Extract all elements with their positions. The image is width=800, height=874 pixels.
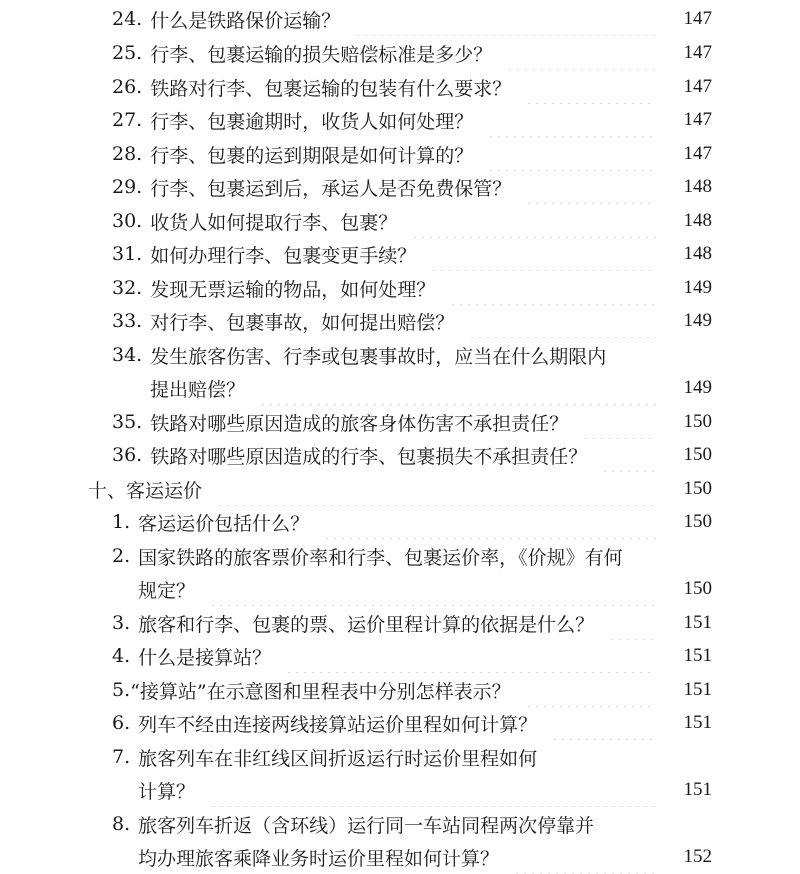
entry-title: 行李、包裹运输的损失赔偿标准是多少？ (150, 43, 493, 66)
dot-leader (551, 706, 656, 740)
toc-entry (112, 606, 712, 640)
dot-leader (411, 204, 656, 238)
entry-number: 26. (112, 76, 143, 98)
entry-number: 4. (112, 645, 131, 667)
entry-number: 6. (112, 712, 131, 734)
toc-entry (112, 438, 712, 472)
dot-leader (525, 170, 656, 204)
entry-title: 行李、包裹运到后，承运人是否免费保管？ (150, 177, 512, 200)
toc-entry (112, 304, 712, 338)
dot-leader (430, 237, 656, 271)
entry-number: 32. (112, 277, 143, 299)
toc-entry (112, 137, 712, 171)
page-number: 151 (683, 679, 712, 700)
toc-entry (112, 338, 712, 372)
entry-title: 收货人如何提取行李、包裹？ (150, 211, 398, 234)
page-number: 147 (683, 143, 712, 164)
page-number: 149 (683, 277, 712, 298)
dot-leader (582, 405, 656, 439)
toc-entry-continuation (138, 773, 712, 807)
dot-leader (601, 438, 656, 472)
dot-leader (216, 472, 656, 506)
toc-entry (112, 2, 712, 36)
entry-title: 对行李、包裹事故，如何提出赔偿？ (150, 311, 455, 334)
entry-number: 8. (112, 813, 131, 835)
dot-leader (525, 673, 656, 707)
entry-number: 36. (112, 444, 143, 466)
toc-entry (112, 271, 712, 305)
dot-leader (209, 773, 656, 807)
page-number: 147 (683, 76, 712, 97)
entry-number: 34. (112, 344, 143, 366)
page-number: 150 (683, 444, 712, 465)
page-number: 149 (683, 310, 712, 331)
toc-entry (112, 539, 712, 573)
entry-number: 30. (112, 210, 143, 232)
entry-number: 5. (112, 679, 131, 701)
dot-leader (487, 137, 656, 171)
toc-entry (112, 170, 712, 204)
page-number: 152 (683, 846, 712, 867)
dot-leader (449, 271, 656, 305)
page-number: 151 (683, 645, 712, 666)
page-number: 147 (683, 8, 712, 29)
toc-entry-continuation (138, 572, 712, 606)
toc-entry (112, 673, 712, 707)
page-number: 150 (683, 511, 712, 532)
toc-entry (112, 405, 712, 439)
page-number: 151 (683, 779, 712, 800)
entry-title: 铁路对哪些原因造成的旅客身体伤害不承担责任？ (150, 412, 569, 435)
toc-entry (112, 740, 712, 774)
toc-entry (112, 639, 712, 673)
entry-title: 国家铁路的旅客票价率和行李、包裹运价率，《价规》有何 (138, 546, 623, 569)
page-number: 150 (683, 578, 712, 599)
entry-number: 27. (112, 109, 143, 131)
entry-title: 提出赔偿？ (150, 378, 246, 401)
dot-leader (209, 572, 656, 606)
page-number: 150 (683, 478, 712, 499)
page-number: 149 (683, 377, 712, 398)
page-number: 148 (683, 176, 712, 197)
toc-entry (112, 204, 712, 238)
entry-title: 旅客和行李、包裹的票、运价里程计算的依据是什么？ (138, 613, 595, 636)
entry-title: “接算站”在示意图和里程表中分别怎样表示？ (130, 680, 511, 703)
entry-title: 什么是接算站？ (138, 646, 272, 669)
toc-entry-continuation (138, 840, 712, 874)
entry-number: 29. (112, 176, 143, 198)
dot-leader (608, 606, 656, 640)
page-number: 151 (683, 712, 712, 733)
toc-entry (112, 237, 712, 271)
dot-leader (487, 103, 656, 137)
entry-title: 列车不经由连接两线接算站运价里程如何计算？ (138, 713, 538, 736)
section-number: 十、 (88, 479, 127, 502)
page-number: 147 (683, 109, 712, 130)
entry-title: 旅客列车在非红线区间折返运行时运价里程如何 (138, 747, 538, 770)
entry-number: 24. (112, 8, 143, 30)
entry-title: 计算？ (138, 780, 196, 803)
dot-leader (259, 371, 656, 405)
entry-title: 行李、包裹逾期时，收货人如何处理？ (150, 110, 474, 133)
entry-title: 如何办理行李、包裹变更手续？ (150, 244, 417, 267)
entry-title: 铁路对哪些原因造成的行李、包裹损失不承担责任？ (150, 445, 588, 468)
entry-number: 2. (112, 545, 131, 567)
section-title: 客运运价 (126, 479, 203, 502)
entry-title: 什么是铁路保价运输？ (150, 9, 341, 32)
entry-title: 发生旅客伤害、行李或包裹事故时，应当在什么期限内 (150, 345, 607, 368)
entry-number: 7. (112, 746, 131, 768)
entry-number: 28. (112, 143, 143, 165)
dot-leader (468, 304, 656, 338)
toc-section-heading (88, 472, 712, 506)
dot-leader (525, 70, 656, 104)
dot-leader (323, 505, 656, 539)
entry-number: 33. (112, 310, 143, 332)
entry-title: 客运运价包括什么？ (138, 512, 310, 535)
toc-entry (112, 505, 712, 539)
toc-entry (112, 807, 712, 841)
dot-leader (506, 36, 656, 70)
page-number: 148 (683, 243, 712, 264)
toc-entry (112, 36, 712, 70)
toc-entry-continuation (150, 371, 712, 405)
entry-title: 规定？ (138, 579, 196, 602)
entry-number: 25. (112, 42, 143, 64)
entry-title: 发现无票运输的物品，如何处理？ (150, 278, 436, 301)
entry-number: 35. (112, 411, 143, 433)
entry-number: 31. (112, 243, 143, 265)
page-number: 147 (683, 42, 712, 63)
toc-entry (112, 706, 712, 740)
page-number: 150 (683, 411, 712, 432)
dot-leader (354, 2, 656, 36)
page-number: 148 (683, 210, 712, 231)
toc-entry (112, 103, 712, 137)
entry-title: 旅客列车折返（含环线）运行同一车站同程两次停靠并 (138, 814, 595, 837)
entry-title: 均办理旅客乘降业务时运价里程如何计算？ (138, 847, 500, 870)
page-number: 151 (683, 612, 712, 633)
entry-number: 3. (112, 612, 131, 634)
entry-number: 1. (112, 511, 131, 533)
dot-leader (513, 840, 656, 874)
dot-leader (285, 639, 656, 673)
entry-title: 行李、包裹的运到期限是如何计算的？ (150, 144, 474, 167)
entry-title: 铁路对行李、包裹运输的包装有什么要求？ (150, 77, 512, 100)
toc-entry (112, 70, 712, 104)
